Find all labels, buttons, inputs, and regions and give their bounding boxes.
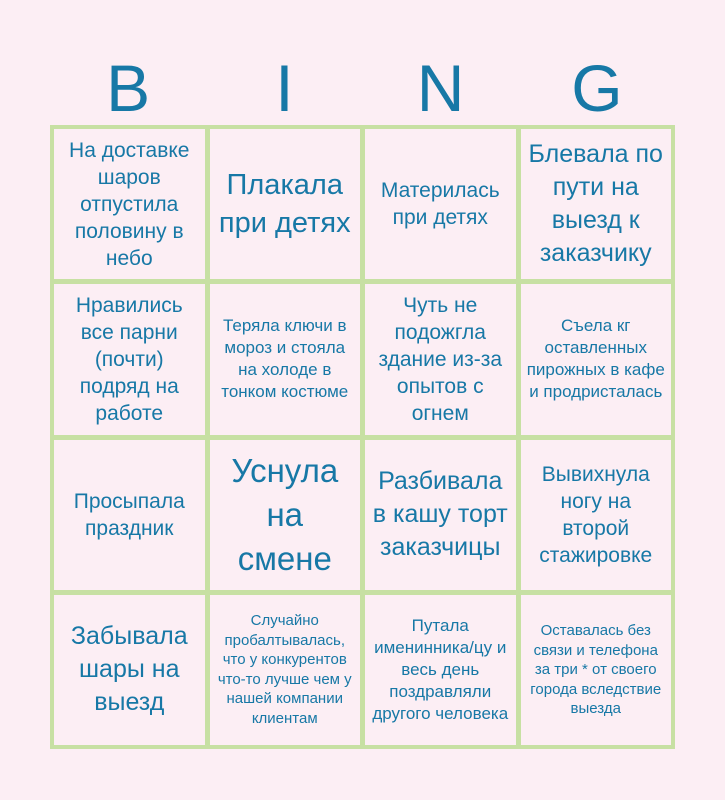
cell-text: Блевала по пути на выезд к заказчику: [528, 140, 663, 268]
bingo-cell[interactable]: [54, 595, 205, 745]
bingo-cell[interactable]: [521, 440, 672, 590]
bingo-header: [50, 52, 675, 124]
header-letter-b: B: [106, 51, 151, 125]
cell-text: Вывихнула ногу на второй стажировке: [539, 462, 653, 567]
bingo-cell[interactable]: [54, 440, 205, 590]
cell-text: Нравились все парни (почти) подряд на работе: [75, 293, 183, 425]
bingo-cell[interactable]: [521, 595, 672, 745]
bingo-cell[interactable]: [54, 284, 205, 434]
bingo-grid: [50, 125, 675, 749]
cell-text: Чуть не подожгла здание из-за опытов с огнем: [378, 293, 503, 425]
bingo-cell[interactable]: [210, 595, 361, 745]
cell-text: Оставалась без связи и телефона за три * от своего города вследствие выезда: [530, 622, 662, 718]
cell-text: Разбивала в кашу торт заказчицы: [372, 467, 508, 562]
cell-text: Материлась при детях: [380, 179, 500, 230]
cell-text: Забывала шары на выезд: [70, 622, 188, 717]
cell-text: На доставке шаров отпустила половину в небо: [69, 138, 190, 270]
bingo-cell[interactable]: [210, 284, 361, 434]
cell-text: Путала именинника/цу и весь день поздравляли другого человека: [372, 615, 509, 723]
bingo-cell[interactable]: [521, 284, 672, 434]
header-letter-n: N: [416, 51, 465, 125]
cell-text: Случайно пробалтывалась, что у конкурентов что-то лучше чем у нашей компании клиентам: [217, 612, 352, 727]
cell-text: Съела кг оставленных пирожных в кафе и продристалась: [526, 316, 665, 402]
header-letter-g: G: [571, 51, 623, 125]
cell-text: Уснула на смене: [231, 451, 339, 577]
cell-text: Теряла ключи в мороз и стояла на холоде в тонком костюме: [221, 316, 349, 402]
cell-text: Просыпала праздник: [73, 489, 185, 540]
bingo-cell[interactable]: [365, 284, 516, 434]
cell-text: Плакала при детях: [218, 169, 351, 240]
bingo-cell[interactable]: [210, 440, 361, 590]
bingo-cell[interactable]: [210, 129, 361, 279]
bingo-cell[interactable]: [365, 440, 516, 590]
bingo-cell[interactable]: [365, 595, 516, 745]
bingo-cell[interactable]: [54, 129, 205, 279]
bingo-cell[interactable]: [521, 129, 672, 279]
bingo-cell[interactable]: [365, 129, 516, 279]
header-letter-i: I: [275, 51, 294, 125]
